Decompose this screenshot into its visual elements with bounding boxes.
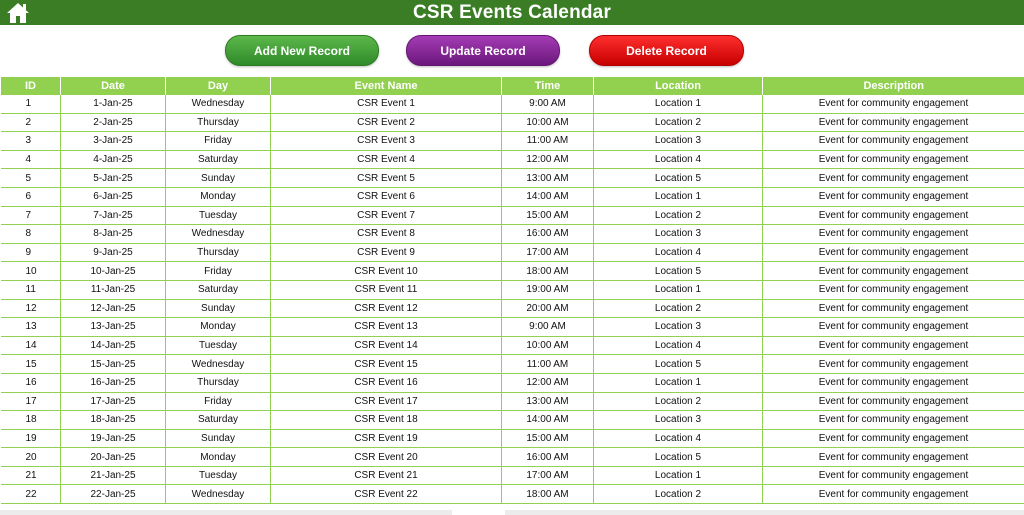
table-row[interactable] bbox=[1, 411, 1024, 430]
cell-description[interactable]: Event for community engagement bbox=[763, 280, 1024, 299]
cell-date[interactable]: 14-Jan-25 bbox=[61, 336, 166, 355]
cell-time[interactable]: 9:00 AM bbox=[502, 318, 594, 337]
table-row[interactable] bbox=[1, 485, 1024, 504]
cell-location[interactable]: Location 3 bbox=[594, 132, 763, 151]
table-row[interactable] bbox=[1, 206, 1024, 225]
cell-event-name[interactable]: CSR Event 16 bbox=[271, 373, 502, 392]
cell-date[interactable]: 8-Jan-25 bbox=[61, 225, 166, 244]
column-header-time[interactable]: Time bbox=[502, 77, 594, 95]
cell-day[interactable]: Saturday bbox=[166, 411, 271, 430]
cell-date[interactable]: 12-Jan-25 bbox=[61, 299, 166, 318]
cell-time[interactable]: 10:00 AM bbox=[502, 336, 594, 355]
cell-time[interactable]: 20:00 AM bbox=[502, 299, 594, 318]
cell-location[interactable]: Location 3 bbox=[594, 411, 763, 430]
cell-day[interactable]: Monday bbox=[166, 187, 271, 206]
cell-id[interactable]: 19 bbox=[1, 429, 61, 448]
cell-event-name[interactable]: CSR Event 1 bbox=[271, 95, 502, 114]
cell-location[interactable]: Location 2 bbox=[594, 206, 763, 225]
cell-date[interactable]: 9-Jan-25 bbox=[61, 243, 166, 262]
table-row[interactable] bbox=[1, 243, 1024, 262]
column-header-day[interactable]: Day bbox=[166, 77, 271, 95]
cell-description[interactable]: Event for community engagement bbox=[763, 262, 1024, 281]
cell-time[interactable]: 19:00 AM bbox=[502, 280, 594, 299]
cell-time[interactable]: 18:00 AM bbox=[502, 262, 594, 281]
cell-id[interactable]: 20 bbox=[1, 448, 61, 467]
cell-time[interactable]: 12:00 AM bbox=[502, 150, 594, 169]
cell-description[interactable]: Event for community engagement bbox=[763, 187, 1024, 206]
cell-description[interactable]: Event for community engagement bbox=[763, 485, 1024, 504]
cell-event-name[interactable]: CSR Event 17 bbox=[271, 392, 502, 411]
cell-description[interactable]: Event for community engagement bbox=[763, 206, 1024, 225]
events-table bbox=[0, 77, 1024, 504]
table-body bbox=[1, 95, 1024, 504]
cell-location[interactable]: Location 2 bbox=[594, 392, 763, 411]
cell-id[interactable]: 18 bbox=[1, 411, 61, 430]
cell-date[interactable]: 16-Jan-25 bbox=[61, 373, 166, 392]
cell-event-name[interactable]: CSR Event 11 bbox=[271, 280, 502, 299]
delete-record-button[interactable]: Delete Record bbox=[589, 35, 744, 66]
cell-day[interactable]: Monday bbox=[166, 448, 271, 467]
horizontal-scrollbar-right[interactable] bbox=[505, 510, 1024, 515]
cell-description[interactable]: Event for community engagement bbox=[763, 355, 1024, 374]
cell-event-name[interactable]: CSR Event 7 bbox=[271, 206, 502, 225]
cell-location[interactable]: Location 2 bbox=[594, 485, 763, 504]
cell-event-name[interactable]: CSR Event 18 bbox=[271, 411, 502, 430]
cell-id[interactable]: 12 bbox=[1, 299, 61, 318]
title-bar bbox=[0, 0, 1024, 25]
table-row[interactable] bbox=[1, 448, 1024, 467]
cell-event-name[interactable]: CSR Event 20 bbox=[271, 448, 502, 467]
table-row[interactable] bbox=[1, 280, 1024, 299]
cell-location[interactable]: Location 2 bbox=[594, 299, 763, 318]
cell-day[interactable]: Friday bbox=[166, 132, 271, 151]
cell-id[interactable]: 10 bbox=[1, 262, 61, 281]
cell-id[interactable]: 4 bbox=[1, 150, 61, 169]
page-title: CSR Events Calendar bbox=[412, 2, 612, 23]
table-row[interactable] bbox=[1, 262, 1024, 281]
cell-location[interactable]: Location 5 bbox=[594, 448, 763, 467]
cell-event-name[interactable]: CSR Event 10 bbox=[271, 262, 502, 281]
cell-time[interactable]: 17:00 AM bbox=[502, 466, 594, 485]
cell-time[interactable]: 12:00 AM bbox=[502, 373, 594, 392]
table-row[interactable] bbox=[1, 429, 1024, 448]
cell-date[interactable]: 22-Jan-25 bbox=[61, 485, 166, 504]
table-row[interactable] bbox=[1, 466, 1024, 485]
cell-day[interactable]: Thursday bbox=[166, 113, 271, 132]
cell-event-name[interactable]: CSR Event 9 bbox=[271, 243, 502, 262]
cell-event-name[interactable]: CSR Event 12 bbox=[271, 299, 502, 318]
cell-description[interactable]: Event for community engagement bbox=[763, 132, 1024, 151]
cell-location[interactable]: Location 3 bbox=[594, 225, 763, 244]
cell-time[interactable]: 15:00 AM bbox=[502, 206, 594, 225]
cell-id[interactable]: 8 bbox=[1, 225, 61, 244]
table-row[interactable] bbox=[1, 355, 1024, 374]
cell-location[interactable]: Location 5 bbox=[594, 355, 763, 374]
cell-description[interactable]: Event for community engagement bbox=[763, 150, 1024, 169]
cell-time[interactable]: 17:00 AM bbox=[502, 243, 594, 262]
cell-time[interactable]: 11:00 AM bbox=[502, 355, 594, 374]
cell-time[interactable]: 11:00 AM bbox=[502, 132, 594, 151]
cell-description[interactable]: Event for community engagement bbox=[763, 392, 1024, 411]
cell-day[interactable]: Wednesday bbox=[166, 95, 271, 114]
cell-time[interactable]: 13:00 AM bbox=[502, 392, 594, 411]
cell-event-name[interactable]: CSR Event 6 bbox=[271, 187, 502, 206]
cell-description[interactable]: Event for community engagement bbox=[763, 448, 1024, 467]
table-row[interactable] bbox=[1, 150, 1024, 169]
cell-day[interactable]: Tuesday bbox=[166, 206, 271, 225]
cell-id[interactable]: 2 bbox=[1, 113, 61, 132]
cell-date[interactable]: 11-Jan-25 bbox=[61, 280, 166, 299]
cell-id[interactable]: 22 bbox=[1, 485, 61, 504]
cell-id[interactable]: 15 bbox=[1, 355, 61, 374]
cell-description[interactable]: Event for community engagement bbox=[763, 373, 1024, 392]
cell-date[interactable]: 13-Jan-25 bbox=[61, 318, 166, 337]
cell-day[interactable]: Friday bbox=[166, 262, 271, 281]
table-row[interactable] bbox=[1, 336, 1024, 355]
table-row[interactable] bbox=[1, 187, 1024, 206]
table-row[interactable] bbox=[1, 299, 1024, 318]
cell-description[interactable]: Event for community engagement bbox=[763, 169, 1024, 188]
cell-id[interactable]: 14 bbox=[1, 336, 61, 355]
cell-location[interactable]: Location 1 bbox=[594, 466, 763, 485]
cell-day[interactable]: Wednesday bbox=[166, 485, 271, 504]
cell-location[interactable]: Location 4 bbox=[594, 150, 763, 169]
cell-description[interactable]: Event for community engagement bbox=[763, 95, 1024, 114]
cell-description[interactable]: Event for community engagement bbox=[763, 429, 1024, 448]
horizontal-scrollbar-left[interactable] bbox=[0, 510, 452, 515]
cell-day[interactable]: Thursday bbox=[166, 243, 271, 262]
table-row[interactable] bbox=[1, 392, 1024, 411]
cell-id[interactable]: 21 bbox=[1, 466, 61, 485]
cell-location[interactable]: Location 1 bbox=[594, 95, 763, 114]
cell-event-name[interactable]: CSR Event 5 bbox=[271, 169, 502, 188]
cell-day[interactable]: Tuesday bbox=[166, 466, 271, 485]
home-icon[interactable] bbox=[6, 2, 30, 24]
table-row[interactable] bbox=[1, 318, 1024, 337]
cell-id[interactable]: 13 bbox=[1, 318, 61, 337]
cell-time[interactable]: 13:00 AM bbox=[502, 169, 594, 188]
cell-id[interactable]: 6 bbox=[1, 187, 61, 206]
cell-day[interactable]: Sunday bbox=[166, 429, 271, 448]
cell-day[interactable]: Friday bbox=[166, 392, 271, 411]
cell-time[interactable]: 18:00 AM bbox=[502, 485, 594, 504]
cell-time[interactable]: 14:00 AM bbox=[502, 411, 594, 430]
cell-date[interactable]: 19-Jan-25 bbox=[61, 429, 166, 448]
cell-date[interactable]: 18-Jan-25 bbox=[61, 411, 166, 430]
cell-id[interactable]: 9 bbox=[1, 243, 61, 262]
cell-time[interactable]: 16:00 AM bbox=[502, 225, 594, 244]
cell-event-name[interactable]: CSR Event 13 bbox=[271, 318, 502, 337]
cell-day[interactable]: Saturday bbox=[166, 280, 271, 299]
cell-id[interactable]: 3 bbox=[1, 132, 61, 151]
cell-event-name[interactable]: CSR Event 19 bbox=[271, 429, 502, 448]
cell-description[interactable]: Event for community engagement bbox=[763, 243, 1024, 262]
cell-date[interactable]: 7-Jan-25 bbox=[61, 206, 166, 225]
cell-date[interactable]: 3-Jan-25 bbox=[61, 132, 166, 151]
table-row[interactable] bbox=[1, 132, 1024, 151]
cell-event-name[interactable]: CSR Event 2 bbox=[271, 113, 502, 132]
cell-time[interactable]: 9:00 AM bbox=[502, 95, 594, 114]
cell-location[interactable]: Location 4 bbox=[594, 336, 763, 355]
cell-date[interactable]: 1-Jan-25 bbox=[61, 95, 166, 114]
cell-date[interactable]: 17-Jan-25 bbox=[61, 392, 166, 411]
cell-event-name[interactable]: CSR Event 14 bbox=[271, 336, 502, 355]
cell-event-name[interactable]: CSR Event 21 bbox=[271, 466, 502, 485]
cell-time[interactable]: 10:00 AM bbox=[502, 113, 594, 132]
cell-location[interactable]: Location 4 bbox=[594, 243, 763, 262]
cell-day[interactable]: Thursday bbox=[166, 373, 271, 392]
cell-date[interactable]: 4-Jan-25 bbox=[61, 150, 166, 169]
table-row[interactable] bbox=[1, 113, 1024, 132]
column-header-description[interactable]: Description bbox=[763, 77, 1024, 95]
cell-id[interactable]: 17 bbox=[1, 392, 61, 411]
cell-day[interactable]: Wednesday bbox=[166, 225, 271, 244]
cell-event-name[interactable]: CSR Event 8 bbox=[271, 225, 502, 244]
cell-location[interactable]: Location 1 bbox=[594, 280, 763, 299]
table-row[interactable] bbox=[1, 373, 1024, 392]
cell-event-name[interactable]: CSR Event 15 bbox=[271, 355, 502, 374]
cell-date[interactable]: 2-Jan-25 bbox=[61, 113, 166, 132]
cell-description[interactable]: Event for community engagement bbox=[763, 411, 1024, 430]
cell-location[interactable]: Location 5 bbox=[594, 169, 763, 188]
cell-id[interactable]: 16 bbox=[1, 373, 61, 392]
table-row[interactable] bbox=[1, 169, 1024, 188]
cell-day[interactable]: Sunday bbox=[166, 299, 271, 318]
cell-time[interactable]: 14:00 AM bbox=[502, 187, 594, 206]
cell-day[interactable]: Tuesday bbox=[166, 336, 271, 355]
cell-id[interactable]: 7 bbox=[1, 206, 61, 225]
cell-time[interactable]: 16:00 AM bbox=[502, 448, 594, 467]
cell-location[interactable]: Location 2 bbox=[594, 113, 763, 132]
table-row[interactable] bbox=[1, 95, 1024, 114]
column-header-date[interactable]: Date bbox=[61, 77, 166, 95]
cell-event-name[interactable]: CSR Event 22 bbox=[271, 485, 502, 504]
cell-id[interactable]: 5 bbox=[1, 169, 61, 188]
cell-description[interactable]: Event for community engagement bbox=[763, 466, 1024, 485]
cell-id[interactable]: 1 bbox=[1, 95, 61, 114]
cell-description[interactable]: Event for community engagement bbox=[763, 113, 1024, 132]
column-header-id[interactable]: ID bbox=[1, 77, 61, 95]
cell-location[interactable]: Location 3 bbox=[594, 318, 763, 337]
cell-event-name[interactable]: CSR Event 3 bbox=[271, 132, 502, 151]
column-header-location[interactable]: Location bbox=[594, 77, 763, 95]
cell-event-name[interactable]: CSR Event 4 bbox=[271, 150, 502, 169]
cell-day[interactable]: Sunday bbox=[166, 169, 271, 188]
cell-date[interactable]: 20-Jan-25 bbox=[61, 448, 166, 467]
update-record-button[interactable]: Update Record bbox=[406, 35, 560, 66]
table-row[interactable] bbox=[1, 225, 1024, 244]
cell-location[interactable]: Location 5 bbox=[594, 262, 763, 281]
cell-day[interactable]: Saturday bbox=[166, 150, 271, 169]
cell-id[interactable]: 11 bbox=[1, 280, 61, 299]
cell-description[interactable]: Event for community engagement bbox=[763, 336, 1024, 355]
cell-location[interactable]: Location 1 bbox=[594, 373, 763, 392]
add-new-record-button[interactable]: Add New Record bbox=[225, 35, 379, 66]
cell-date[interactable]: 21-Jan-25 bbox=[61, 466, 166, 485]
cell-description[interactable]: Event for community engagement bbox=[763, 318, 1024, 337]
cell-day[interactable]: Monday bbox=[166, 318, 271, 337]
cell-description[interactable]: Event for community engagement bbox=[763, 299, 1024, 318]
cell-date[interactable]: 6-Jan-25 bbox=[61, 187, 166, 206]
cell-description[interactable]: Event for community engagement bbox=[763, 225, 1024, 244]
cell-date[interactable]: 15-Jan-25 bbox=[61, 355, 166, 374]
cell-time[interactable]: 15:00 AM bbox=[502, 429, 594, 448]
table-header-row bbox=[1, 77, 1024, 95]
cell-location[interactable]: Location 1 bbox=[594, 187, 763, 206]
cell-day[interactable]: Wednesday bbox=[166, 355, 271, 374]
cell-location[interactable]: Location 4 bbox=[594, 429, 763, 448]
column-header-event-name[interactable]: Event Name bbox=[271, 77, 502, 95]
cell-date[interactable]: 10-Jan-25 bbox=[61, 262, 166, 281]
cell-date[interactable]: 5-Jan-25 bbox=[61, 169, 166, 188]
